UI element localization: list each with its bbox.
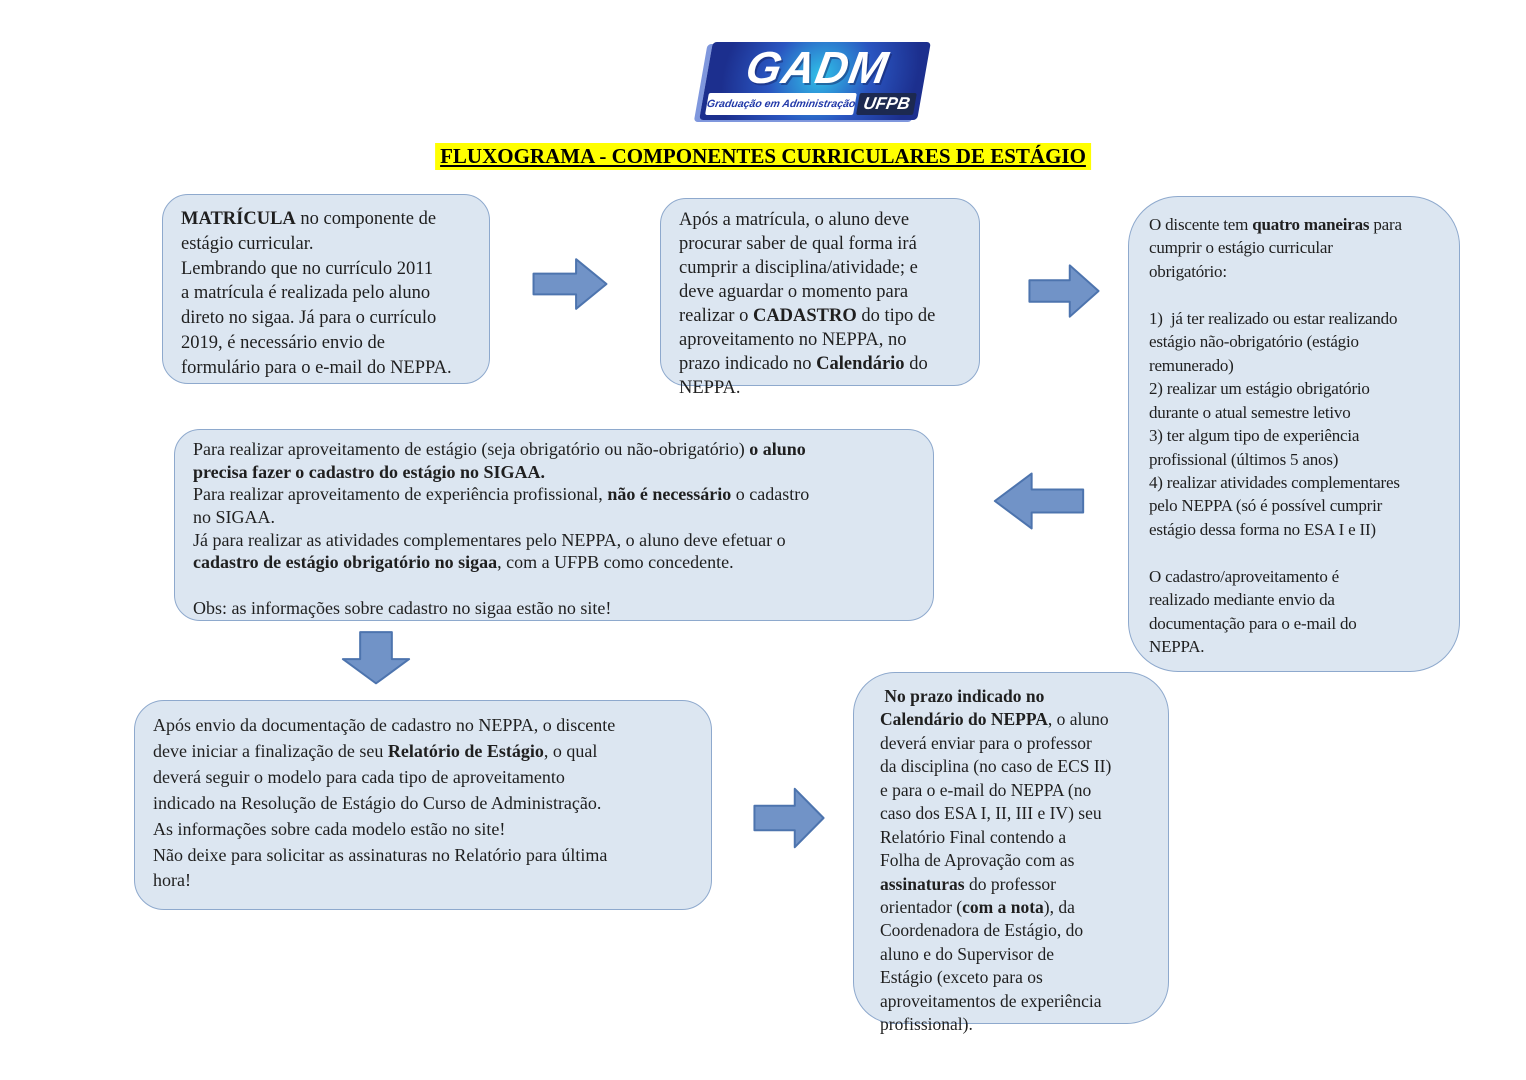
box-matricula [162,194,490,384]
arrow-relatorio-to-prazo-icon [753,785,825,851]
arrow-maneiras-to-aproveitamento-icon [993,470,1085,532]
box-cadastro [660,198,980,399]
logo-subtitle: Graduação em Administração [705,93,857,115]
box-quatro-maneiras-text: O discente tem quatro maneiras para cumprir o estágio curricular obrigatório: 1) já ter realizado ou estar realizando estágio não-obrigatório (estágio remunerado) 2) realizar um estágio obrigatório durante o atual semestre letivo 3) ter algum tipo de experiência profissional (últimos 5 anos) 4) realizar atividades complementares pelo NEPPA (só é possível cumprir estágio dessa forma no ESA I e II) O cadastro/aproveitamento é realizado mediante envio da documentação para o e-mail do NEPPA. [1149,215,1402,657]
arrow-cadastro-to-maneiras-icon [1028,262,1100,320]
logo-acronym: GADM [742,42,893,93]
logo-shape [699,42,931,120]
gadm-logo [706,42,924,120]
box-prazo [853,672,1169,1035]
logo-institution: UFPB [856,93,916,115]
box-aproveitamento-text: Para realizar aproveitamento de estágio (seja obrigatório ou não-obrigatório) o aluno precisa fazer o cadastro do estágio no SIGAA. Para realizar aproveitamento de experiência profissional, não é necessário o cadastro no SIGAA. Já para realizar as atividades complementares pelo NEPPA, o aluno deve efetuar o cadastro de estágio obrigatório no sigaa, com a UFPB como concedente. Obs: as informações sobre cadastro no sigaa estão no site! [193,439,810,618]
arrow-aproveitamento-to-relatorio-icon [340,631,412,685]
box-relatorio-text: Após envio da documentação de cadastro no NEPPA, o discente deve iniciar a finalização de seu Relatório de Estágio, o qual deverá seguir o modelo para cada tipo de aproveitamento indicado na Resolução de Estágio do Curso de Administração. As informações sobre cada modelo estão no site! Não deixe para solicitar as assinaturas no Relatório para última hora! [153,715,616,891]
box-quatro-maneiras [1128,196,1460,672]
arrow-matricula-to-cadastro-icon [532,256,608,312]
page-title: FLUXOGRAMA - COMPONENTES CURRICULARES DE ESTÁGIO [435,143,1091,170]
box-aproveitamento [174,429,934,621]
box-cadastro-text: Após a matrícula, o aluno deve procurar saber de qual forma irá cumprir a disciplina/atividade; e deve aguardar o momento para realizar o CADASTRO do tipo de aproveitamento no NEPPA, no prazo indicado no Calendário do NEPPA. [679,210,936,399]
box-prazo-text: No prazo indicado no Calendário do NEPPA, o aluno deverá enviar para o professor da disciplina (no caso de ECS II) e para o e-mail do NEPPA (no caso dos ESA I, II, III e IV) seu Relatório Final contendo a Folha de Aprovação com as assinaturas do professor orientador (com a nota), da Coordenadora de Estágio, do aluno e do Supervisor de Estágio (exceto para os aproveitamentos de experiência profissional). [880,686,1112,1035]
box-relatorio [134,700,712,910]
logo-bottom-row [704,93,918,115]
box-matricula-text: MATRÍCULA no componente de estágio curricular. Lembrando que no currículo 2011 a matrícula é realizada pelo aluno direto no sigaa. Já para o currículo 2019, é necessário envio de formulário para o e-mail do NEPPA. [181,209,452,378]
